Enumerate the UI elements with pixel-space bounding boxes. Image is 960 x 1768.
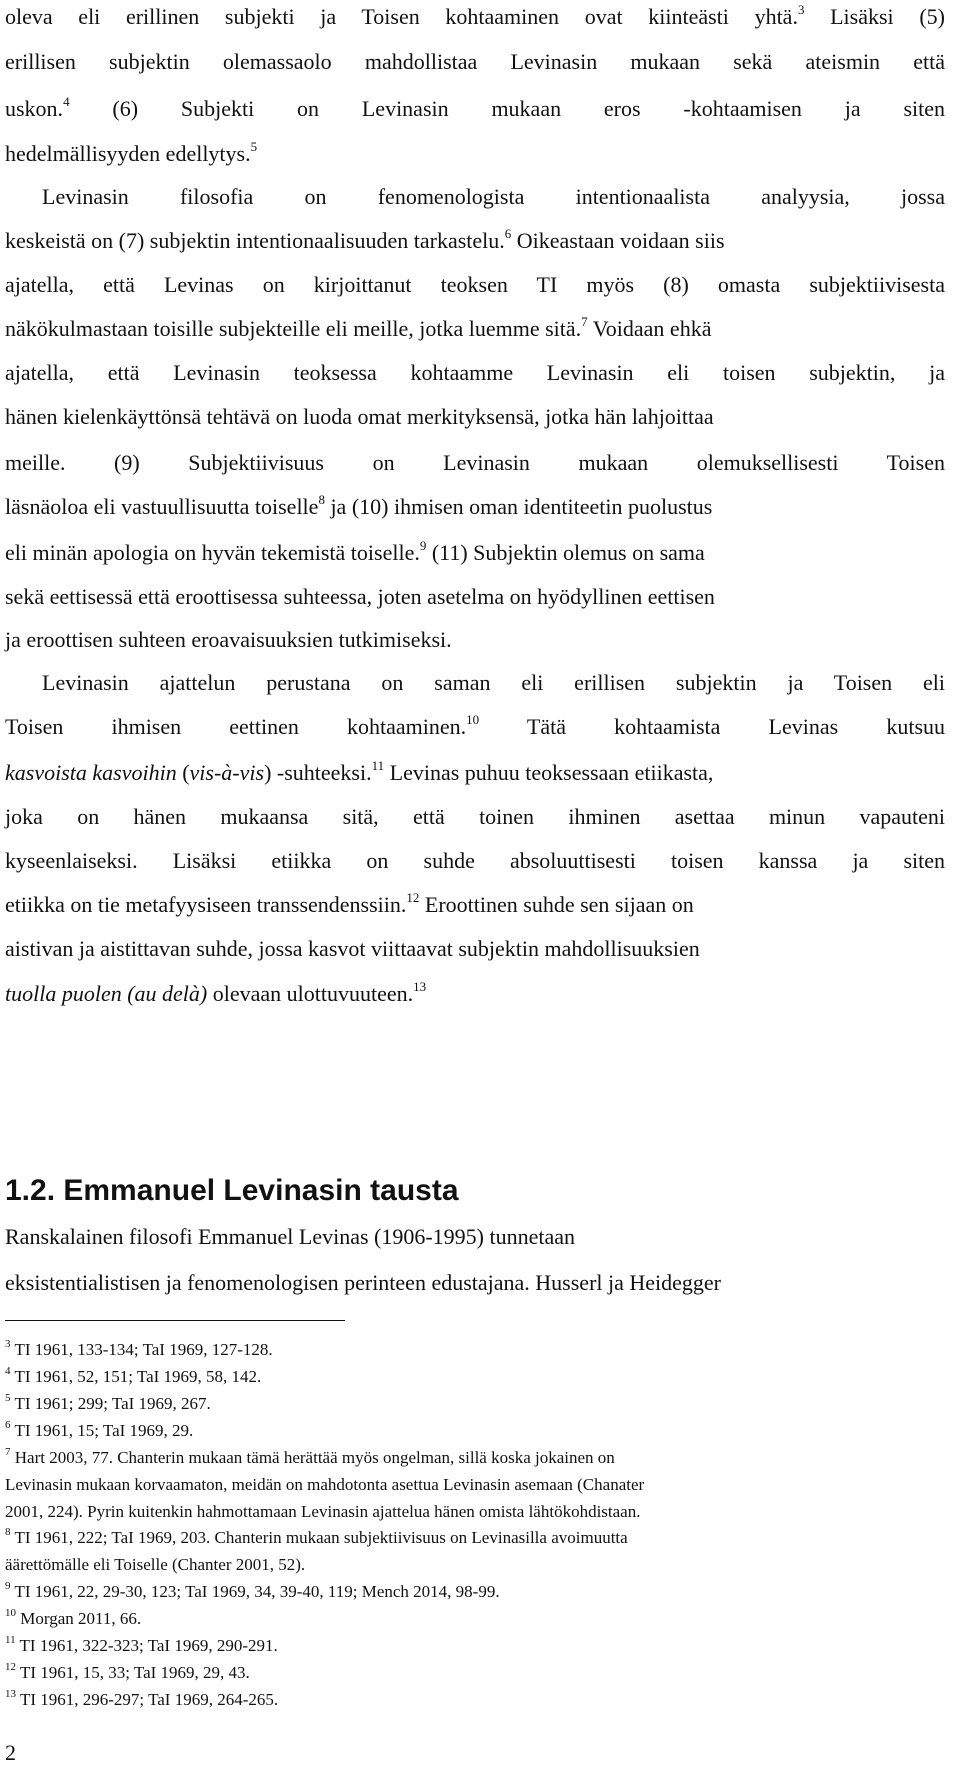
footnote: $^6$ TI 1961, 15; TaI 1969, 29. bbox=[5, 1419, 194, 1440]
footnote: $^5$ TI 1961; 299; TaI 1969, 267. bbox=[5, 1392, 211, 1413]
footnote-divider bbox=[5, 1320, 345, 1321]
body-line: Toisen ihmisen eettinen kohtaaminen.$^{10}$ Tätä kohtaamista Levinas kutsuu bbox=[5, 711, 946, 739]
footnote: $^9$ TI 1961, 22, 29-30, 123; TaI 1969, 34, 39-40, 119; Mench 2014, 98-99. bbox=[5, 1580, 500, 1601]
footnote: $^4$ TI 1961, 52, 151; TaI 1969, 58, 142. bbox=[5, 1365, 262, 1386]
footnote: $^7$ Hart 2003, 77. Chanterin mukaan tämä herättää myös ongelman, sillä koska jokainen on bbox=[5, 1446, 615, 1467]
body-line: hänen kielenkäyttönsä tehtävä on luoda omat merkityksensä, jotka hän lahjoittaa bbox=[5, 404, 714, 429]
body-line: oleva eli erillinen subjekti ja Toisen kohtaaminen ovat kiinteästi yhtä.$^3$ Lisäksi (5) bbox=[5, 1, 945, 29]
footnote-ref[interactable]: 12 bbox=[406, 889, 420, 905]
body-line: tuolla puolen (au delà) olevaan ulottuvuuteen.$^{13}$ bbox=[5, 978, 427, 1006]
body-line: Levinasin ajattelun perustana on saman eli erillisen subjektin ja Toisen eli bbox=[42, 670, 945, 695]
body-line: näkökulmastaan toisille subjekteille eli meille, jotka luemme sitä.$^7$ Voidaan ehkä bbox=[5, 313, 712, 341]
body-line: joka on hänen mukaansa sitä, että toinen ihminen asettaa minun vapauteni bbox=[5, 804, 945, 829]
body-line: kyseenlaiseksi. Lisäksi etiikka on suhde absoluuttisesti toisen kanssa ja siten bbox=[5, 848, 945, 873]
body-line: eli minän apologia on hyvän tekemistä toiselle.$^9$ (11) Subjektin olemus on sama bbox=[5, 537, 705, 565]
body-line: ajatella, että Levinasin teoksessa kohtaamme Levinasin eli toisen subjektin, ja bbox=[5, 360, 945, 385]
footnote-ref[interactable]: 4 bbox=[63, 93, 70, 109]
section-heading: 1.2. Emmanuel Levinasin tausta bbox=[5, 1174, 459, 1207]
footnote: $^{13}$ TI 1961, 296-297; TaI 1969, 264-265. bbox=[5, 1688, 279, 1709]
footnote: $^{11}$ TI 1961, 322-323; TaI 1969, 290-291. bbox=[5, 1634, 278, 1655]
page-number: 2 bbox=[5, 1740, 16, 1765]
body-line: Levinasin filosofia on fenomenologista intentionaalista analyysia, jossa bbox=[42, 184, 945, 209]
footnote-ref[interactable]: 5 bbox=[250, 138, 258, 154]
footnote-ref[interactable]: 6 bbox=[504, 225, 512, 241]
footnote: Levinasin mukaan korvaamaton, meidän on mahdotonta asettua Levinasin asemaan (Chanater bbox=[5, 1475, 645, 1494]
body-line: kasvoista kasvoihin (vis-à-vis) -suhteeksi.$^{11}$ Levinas puhuu teoksessaan etiikasta, bbox=[5, 757, 714, 785]
body-line: meille. (9) Subjektiivisuus on Levinasin mukaan olemuksellisesti Toisen bbox=[5, 450, 945, 475]
body-line: ajatella, että Levinas on kirjoittanut teoksen TI myös (8) omasta subjektiivisesta bbox=[5, 272, 945, 297]
footnote-ref[interactable]: 3 bbox=[797, 1, 805, 17]
body-line: etiikka on tie metafyysiseen transsendenssiin.$^{12}$ Eroottinen suhde sen sijaan on bbox=[5, 889, 694, 917]
footnote: $^{10}$ Morgan 2011, 66. bbox=[5, 1607, 142, 1628]
body-line: uskon.$^4$ (6) Subjekti on Levinasin mukaan eros -kohtaamisen ja siten bbox=[5, 93, 945, 121]
footnote: äärettömälle eli Toiselle (Chanter 2001, 52). bbox=[5, 1555, 306, 1574]
body-line: aistivan ja aistittavan suhde, jossa kasvot viittaavat subjektin mahdollisuuksien bbox=[5, 936, 700, 961]
footnote-ref[interactable]: 7 bbox=[581, 313, 588, 329]
footnote-ref[interactable]: 13 bbox=[413, 978, 427, 994]
footnote: $^8$ TI 1961, 222; TaI 1969, 203. Chanterin mukaan subjektiivisuus on Levinasilla avoimuutta bbox=[5, 1526, 628, 1547]
body-line: erillisen subjektin olemassaolo mahdollistaa Levinasin mukaan sekä ateismin että bbox=[5, 49, 945, 74]
body-line: hedelmällisyyden edellytys.$^5$ bbox=[5, 138, 258, 166]
body-line: läsnäoloa eli vastuullisuutta toiselle$^8$ ja (10) ihmisen oman identiteetin puolustus bbox=[5, 491, 713, 519]
body-line: keskeistä on (7) subjektin intentionaalisuuden tarkastelu.$^6$ Oikeastaan voidaan siis bbox=[5, 225, 725, 253]
footnote: 2001, 224). Pyrin kuitenkin hahmottamaan Levinasin ajattelua hänen omista lähtökohdistaan. bbox=[5, 1502, 641, 1521]
footnote: $^3$ TI 1961, 133-134; TaI 1969, 127-128. bbox=[5, 1338, 273, 1359]
footnote-ref[interactable]: 9 bbox=[419, 537, 427, 553]
footnote-ref[interactable]: 8 bbox=[318, 491, 325, 507]
body-line: Ranskalainen filosofi Emmanuel Levinas (1906-1995) tunnetaan bbox=[5, 1224, 576, 1249]
body-line: eksistentialistisen ja fenomenologisen perinteen edustajana. Husserl ja Heidegger bbox=[5, 1270, 721, 1295]
body-line: sekä eettisessä että eroottisessa suhteessa, joten asetelma on hyödyllinen eettisen bbox=[5, 584, 715, 609]
footnote-ref[interactable]: 11 bbox=[371, 757, 385, 773]
footnote-ref[interactable]: 10 bbox=[466, 711, 480, 727]
body-line: ja eroottisen suhteen eroavaisuuksien tutkimiseksi. bbox=[5, 627, 452, 652]
footnote: $^{12}$ TI 1961, 15, 33; TaI 1969, 29, 43. bbox=[5, 1661, 250, 1682]
